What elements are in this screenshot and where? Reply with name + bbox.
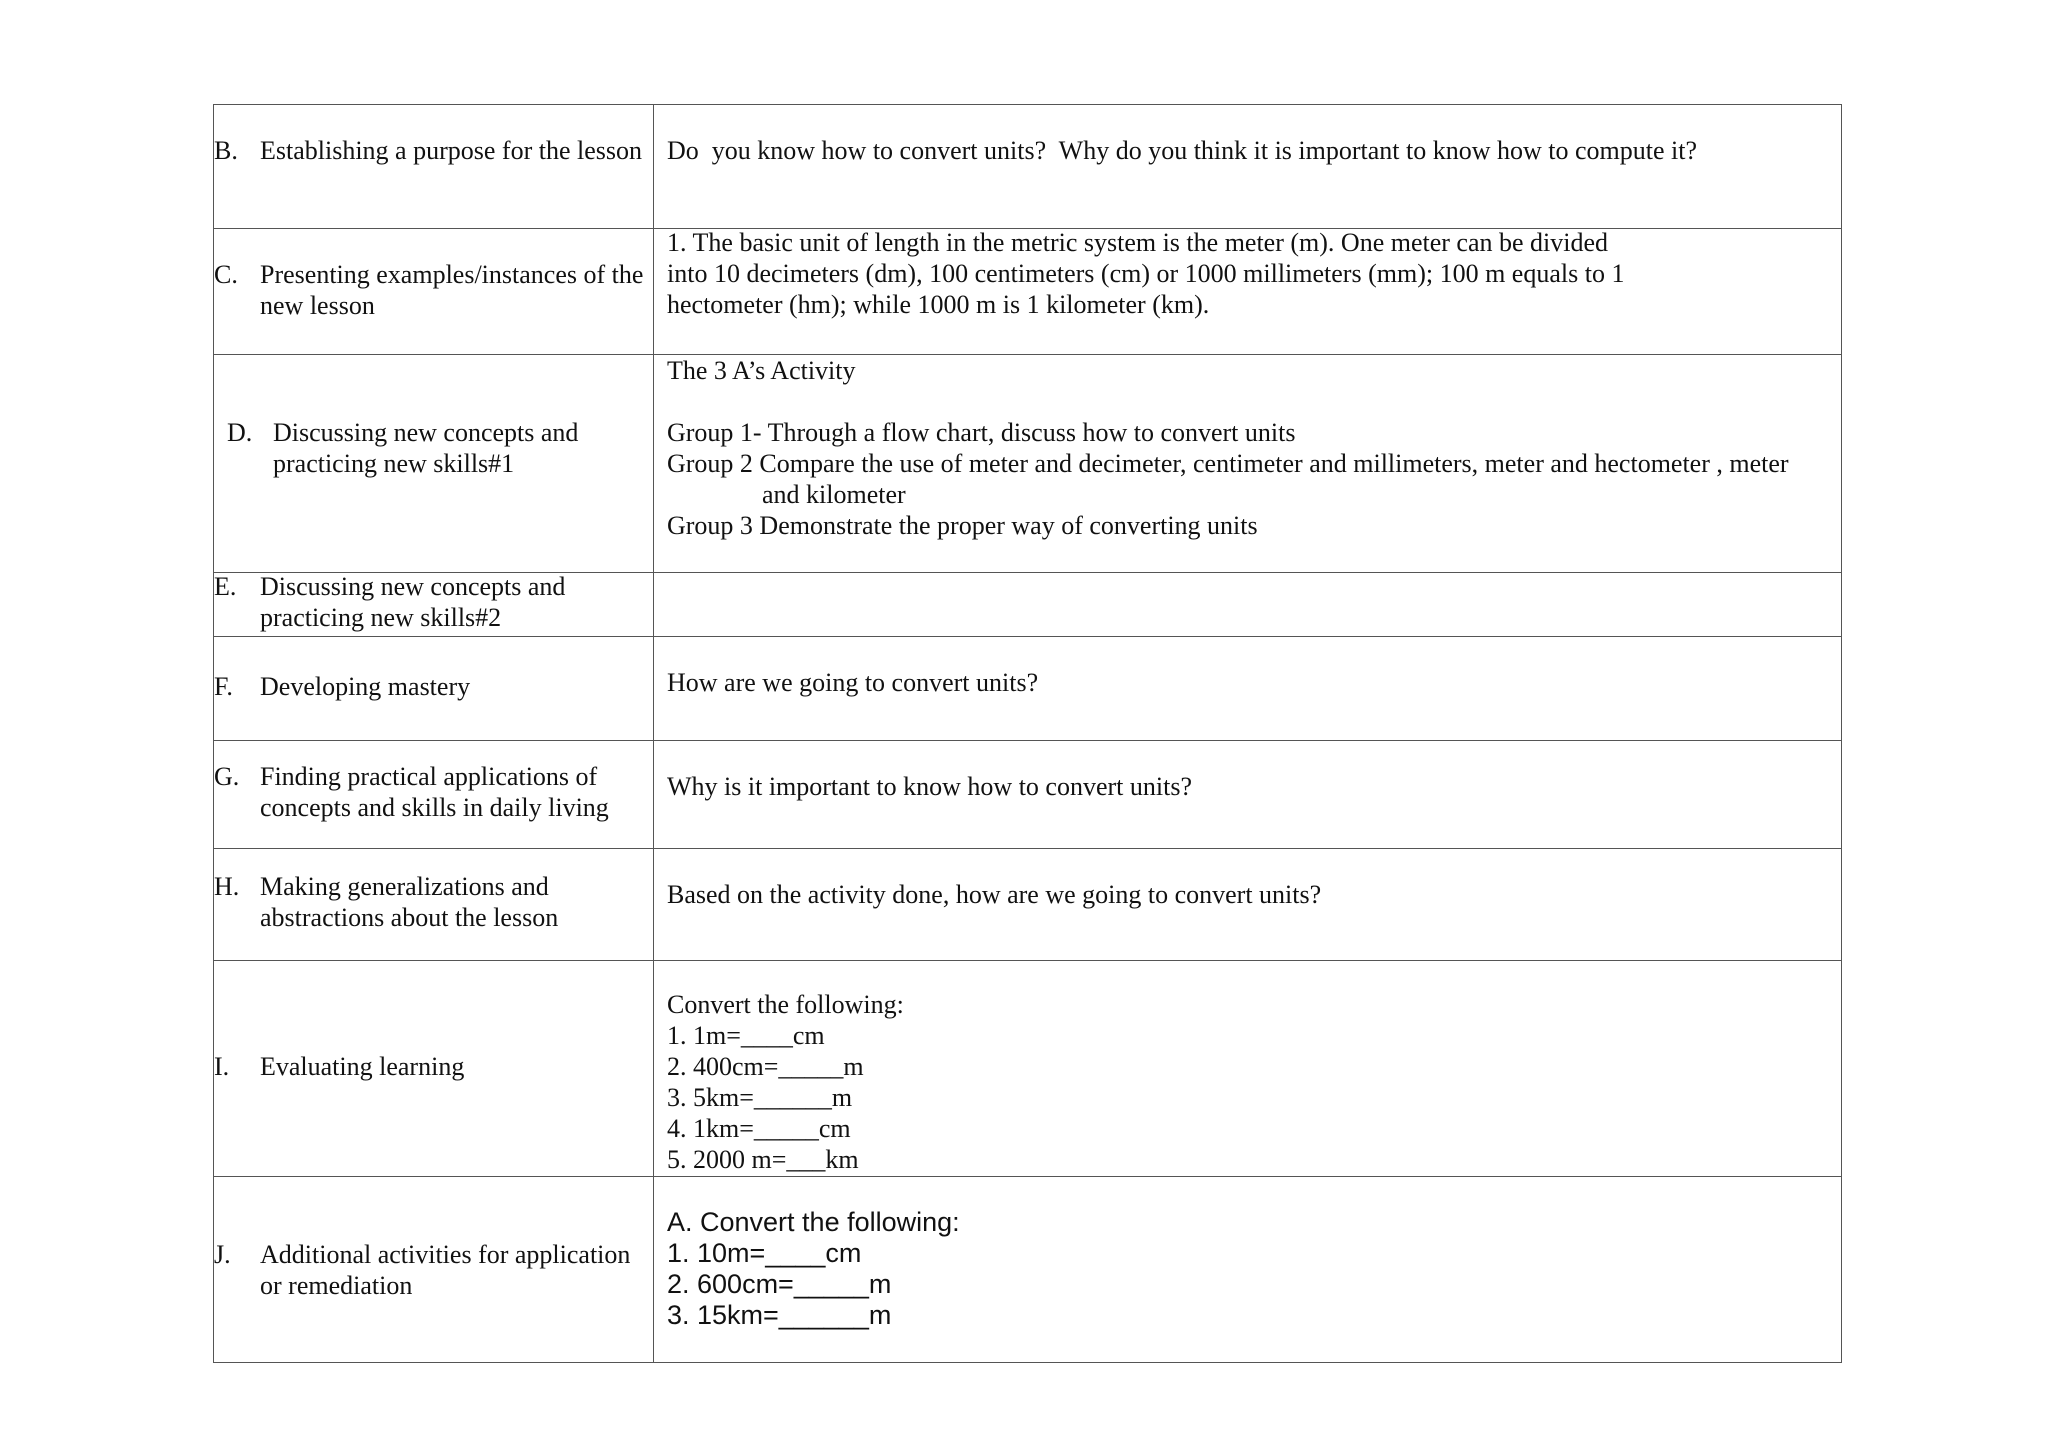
lesson-plan-table [213, 104, 1842, 1363]
row-b-label-cell [214, 105, 654, 229]
row-j-label: Additional activities for application or remediation [260, 1240, 631, 1300]
row-d-label-cell [214, 355, 654, 573]
row-g-content-cell [654, 741, 1842, 849]
row-f-line-1: How are we going to convert units? [667, 668, 1039, 697]
row-i-line-2: 1. 1m=____cm [667, 1021, 825, 1050]
row-c-content-cell [654, 229, 1842, 355]
table-row-b [214, 105, 1842, 229]
row-j-letter: J. [214, 1240, 231, 1269]
row-i-line-6: 5. 2000 m=___km [667, 1145, 859, 1174]
row-d-line-1: The 3 A’s Activity [667, 356, 856, 385]
row-c-label: Presenting examples/instances of the new lesson [260, 260, 644, 320]
table-row-g [214, 741, 1842, 849]
row-f-label: Developing mastery [260, 672, 471, 701]
row-i-line-3: 2. 400cm=_____m [667, 1052, 864, 1081]
row-i-label-cell [214, 961, 654, 1177]
row-d-label: Discussing new concepts and practicing new skills#1 [273, 418, 579, 478]
row-b-label: Establishing a purpose for the lesson [260, 136, 642, 165]
row-c-line-2: into 10 decimeters (dm), 100 centimeters (cm) or 1000 millimeters (mm); 100 m equals to 1 [667, 259, 1625, 288]
row-c-line-1: 1. The basic unit of length in the metric system is the meter (m). One meter can be divided [667, 228, 1609, 257]
row-c-label-cell [214, 229, 654, 355]
row-f-label-cell [214, 637, 654, 741]
table-row-j [214, 1177, 1842, 1363]
row-j-line-2: 1. 10m=____cm [667, 1238, 862, 1268]
row-c-line-3: hectometer (hm); while 1000 m is 1 kilometer (km). [667, 290, 1210, 319]
row-e-letter: E. [214, 572, 237, 601]
row-d-line-2: Group 1- Through a flow chart, discuss how to convert units [667, 418, 1296, 447]
row-h-content-cell [654, 849, 1842, 961]
row-d-line-3: Group 2 Compare the use of meter and decimeter, centimeter and millimeters, meter and hectometer , meter [667, 449, 1789, 478]
row-h-label-cell [214, 849, 654, 961]
row-h-line-1: Based on the activity done, how are we going to convert units? [667, 880, 1322, 909]
row-d-line-4: and kilometer [762, 480, 906, 509]
table-row-c [214, 229, 1842, 355]
row-j-line-4: 3. 15km=______m [667, 1300, 892, 1330]
row-d-line-5: Group 3 Demonstrate the proper way of converting units [667, 511, 1258, 540]
lesson-plan-sheet [213, 104, 1841, 1362]
row-g-label: Finding practical applications of concepts and skills in daily living [260, 762, 609, 822]
row-b-line-1: Do you know how to convert units? Why do you think it is important to know how to compute it? [667, 136, 1698, 165]
row-i-line-5: 4. 1km=_____cm [667, 1114, 851, 1143]
row-j-line-3: 2. 600cm=_____m [667, 1269, 892, 1299]
row-i-label: Evaluating learning [260, 1052, 465, 1081]
row-f-content-cell [654, 637, 1842, 741]
row-i-letter: I. [214, 1052, 230, 1081]
table-row-f [214, 637, 1842, 741]
row-e-content-cell [654, 573, 1842, 637]
row-d-letter: D. [227, 418, 253, 447]
table-row-i [214, 961, 1842, 1177]
row-i-line-1: Convert the following: [667, 990, 904, 1019]
row-c-letter: C. [214, 260, 238, 289]
row-f-letter: F. [214, 672, 233, 701]
row-d-content-cell [654, 355, 1842, 573]
row-g-letter: G. [214, 762, 240, 791]
row-b-letter: B. [214, 136, 238, 165]
row-i-content-cell [654, 961, 1842, 1177]
table-row-d [214, 355, 1842, 573]
row-e-label-cell [214, 573, 654, 637]
row-h-label: Making generalizations and abstractions about the lesson [260, 872, 559, 932]
row-i-line-4: 3. 5km=______m [667, 1083, 853, 1112]
row-b-content-cell [654, 105, 1842, 229]
row-j-label-cell [214, 1177, 654, 1363]
table-row-h [214, 849, 1842, 961]
row-j-content-cell [654, 1177, 1842, 1363]
row-h-letter: H. [214, 872, 240, 901]
row-e-label: Discussing new concepts and practicing new skills#2 [260, 572, 566, 632]
row-j-line-1: A. Convert the following: [667, 1207, 960, 1237]
table-row-e [214, 573, 1842, 637]
row-g-label-cell [214, 741, 654, 849]
row-g-line-1: Why is it important to know how to convert units? [667, 772, 1192, 801]
